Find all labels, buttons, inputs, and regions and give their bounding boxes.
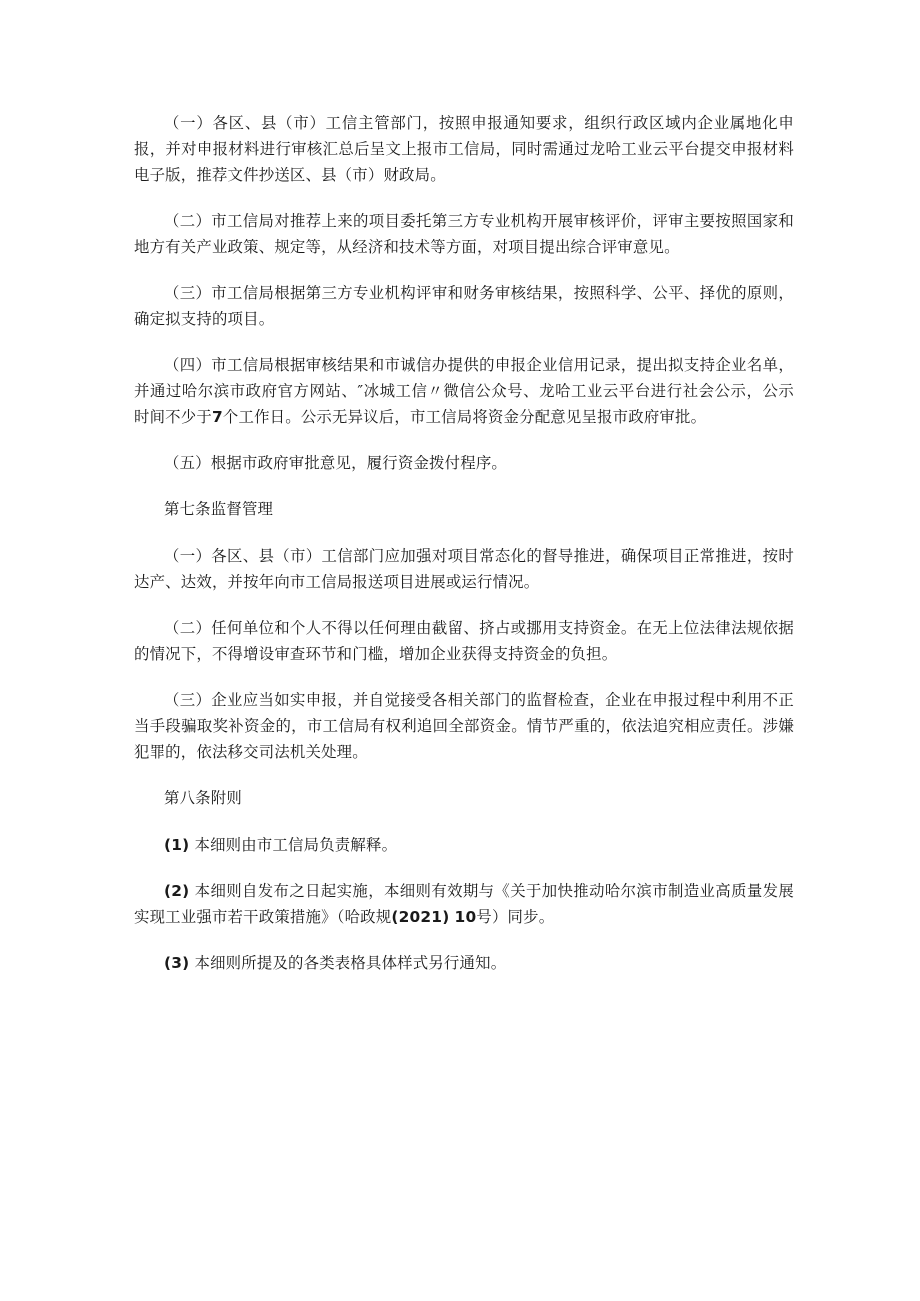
paragraph-review-step-2: （二）市工信局对推荐上来的项目委托第三方专业机构开展审核评价，评审主要按照国家和地方有关产业政策、规定等，从经济和技术等方面，对项目提出综合评审意见。	[134, 212, 794, 256]
document-number: 10	[454, 908, 477, 926]
article-7-heading: 第七条监督管理	[164, 500, 274, 518]
supplementary-item-3: (3) 本细则所提及的各类表格具体样式另行通知。	[164, 954, 507, 972]
supplementary-item-2: (2) 本细则自发布之日起实施，本细则有效期与《关于加快推动哈尔滨市制造业高质量发展实现工业强市若干政策措施》（哈政规(2021) 10号）同步。	[134, 882, 794, 926]
paragraph-review-step-1: （一）各区、县（市）工信主管部门，按照申报通知要求，组织行政区域内企业属地化申报，并对申报材料进行审核汇总后呈文上报市工信局，同时需通过龙哈工业云平台提交申报材料电子版，推荐文件抄送区、县（市）财政局。	[134, 114, 794, 184]
paragraph-review-step-5: （五）根据市政府审批意见，履行资金拨付程序。	[164, 454, 507, 472]
paragraph-supervision-1: （一）各区、县（市）工信部门应加强对项目常态化的督导推进，确保项目正常推进，按时达产、达效，并按年向市工信局报送项目进展或运行情况。	[134, 547, 794, 591]
paragraph-supervision-3: （三）企业应当如实申报，并自觉接受各相关部门的监督检查，企业在申报过程中利用不正当手段骗取奖补资金的，市工信局有权利追回全部资金。情节严重的，依法追究相应责任。涉嫌犯罪的，依法移交司法机关处理。	[134, 691, 794, 761]
article-8-heading: 第八条附则	[164, 789, 242, 807]
supplementary-item-1: (1) 本细则由市工信局负责解释。	[164, 836, 398, 854]
paragraph-review-step-4: （四）市工信局根据审核结果和市诚信办提供的申报企业信用记录，提出拟支持企业名单，并通过哈尔滨市政府官方网站、″冰城工信〃微信公众号、龙哈工业云平台进行社会公示，公示时间不少于7个工作日。公示无异议后，市工信局将资金分配意见呈报市政府审批。	[134, 356, 794, 426]
document-year: (2021)	[391, 908, 450, 926]
paragraph-supervision-2: （二）任何单位和个人不得以任何理由截留、挤占或挪用支持资金。在无上位法律法规依据的情况下，不得增设审查环节和门槛，增加企业获得支持资金的负担。	[134, 619, 794, 663]
paragraph-review-step-3: （三）市工信局根据第三方专业机构评审和财务审核结果，按照科学、公平、择优的原则，确定拟支持的项目。	[134, 284, 794, 328]
publicity-days-number: 7	[211, 408, 223, 426]
